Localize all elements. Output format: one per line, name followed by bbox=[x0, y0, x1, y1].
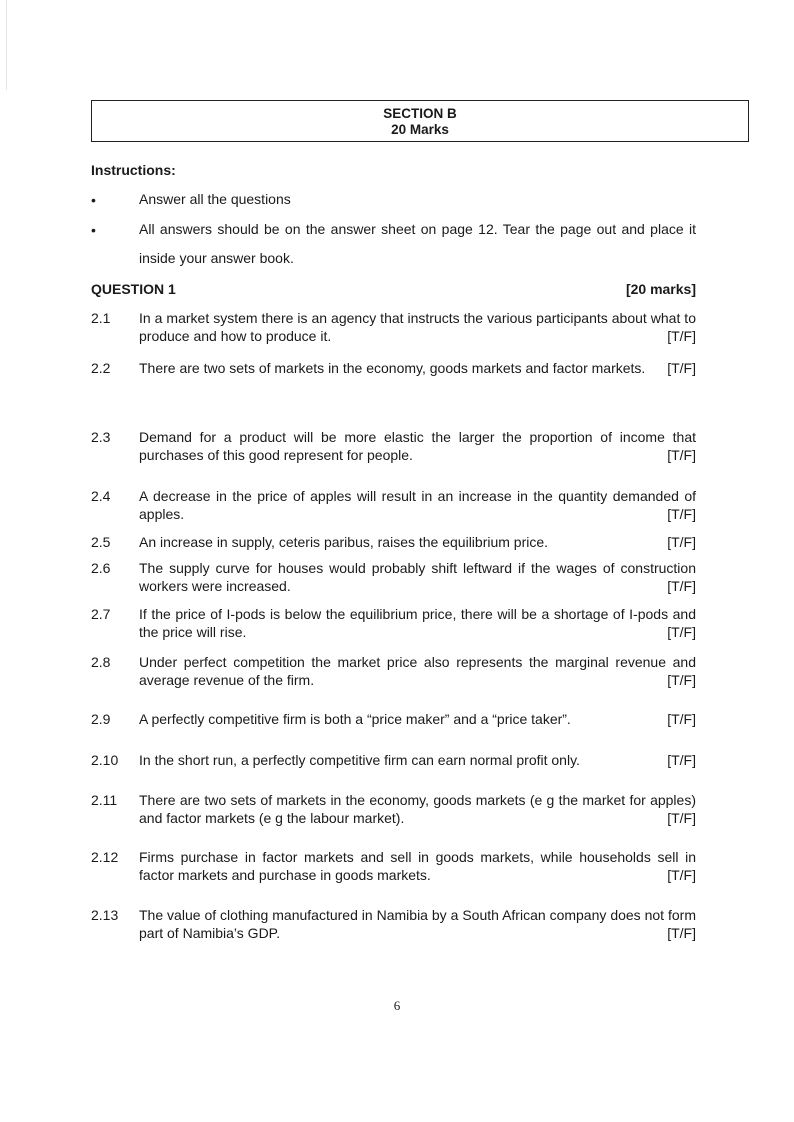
item-number: 2.10 bbox=[91, 752, 119, 768]
item-number: 2.1 bbox=[91, 310, 111, 326]
item-text: A perfectly competitive firm is both a “price maker” and a “price taker”. bbox=[139, 711, 571, 727]
true-false-marker: [T/F] bbox=[667, 578, 696, 594]
item-text: There are two sets of markets in the economy, goods markets and factor markets. bbox=[139, 360, 646, 376]
true-false-marker: [T/F] bbox=[667, 867, 696, 883]
true-false-marker: [T/F] bbox=[667, 360, 696, 376]
bullet-icon: • bbox=[91, 222, 96, 238]
true-false-marker: [T/F] bbox=[667, 624, 696, 640]
item-text: The supply curve for houses would probably shift leftward if the wages of construction workers were increased. bbox=[139, 560, 696, 594]
question-item bbox=[91, 653, 696, 689]
question-marks: [20 marks] bbox=[625, 281, 696, 297]
true-false-marker: [T/F] bbox=[667, 925, 696, 941]
true-false-marker: [T/F] bbox=[667, 328, 696, 344]
true-false-marker: [T/F] bbox=[667, 506, 696, 522]
item-text: In a market system there is an agency that instructs the various participants about what to produce and how to produce it. bbox=[139, 310, 696, 344]
question-item bbox=[91, 791, 696, 827]
instructions-heading: Instructions: bbox=[91, 162, 176, 178]
item-number: 2.7 bbox=[91, 606, 111, 622]
true-false-marker: [T/F] bbox=[667, 711, 696, 727]
section-title: SECTION B bbox=[383, 106, 457, 121]
item-text: In the short run, a perfectly competitive firm can earn normal profit only. bbox=[139, 752, 580, 768]
question-heading bbox=[91, 281, 696, 297]
question-item bbox=[91, 309, 696, 345]
true-false-marker: [T/F] bbox=[667, 447, 696, 463]
item-text: Firms purchase in factor markets and sell in goods markets, while households sell in factor markets and purchase in goods markets. bbox=[139, 849, 696, 883]
scan-margin-mark bbox=[6, 0, 7, 90]
instruction-item: Answer all the questions bbox=[139, 191, 291, 207]
item-number: 2.12 bbox=[91, 849, 119, 865]
item-number: 2.11 bbox=[91, 792, 118, 808]
question-item bbox=[91, 559, 696, 595]
question-item bbox=[91, 906, 696, 942]
question-item bbox=[91, 533, 696, 551]
page-number: 6 bbox=[393, 998, 401, 1013]
instruction-item: All answers should be on the answer sheet on page 12. Tear the page out and place it inside your answer book. bbox=[139, 221, 696, 266]
question-item bbox=[91, 848, 696, 884]
item-number: 2.4 bbox=[91, 488, 111, 504]
item-text: A decrease in the price of apples will result in an increase in the quantity demanded of apples. bbox=[139, 488, 696, 522]
section-marks: 20 Marks bbox=[391, 122, 449, 137]
item-number: 2.8 bbox=[91, 654, 111, 670]
true-false-marker: [T/F] bbox=[667, 810, 696, 826]
question-item bbox=[91, 359, 696, 377]
item-number: 2.3 bbox=[91, 429, 111, 445]
item-text: An increase in supply, ceteris paribus, raises the equilibrium price. bbox=[139, 534, 549, 550]
section-header-box bbox=[91, 100, 749, 142]
question-item bbox=[91, 751, 696, 769]
true-false-marker: [T/F] bbox=[667, 534, 696, 550]
item-number: 2.13 bbox=[91, 907, 119, 923]
item-number: 2.2 bbox=[91, 360, 111, 376]
item-text: The value of clothing manufactured in Namibia by a South African company does not form part of Namibia’s GDP. bbox=[139, 907, 696, 941]
true-false-marker: [T/F] bbox=[667, 752, 696, 768]
item-text: Under perfect competition the market price also represents the marginal revenue and average revenue of the firm. bbox=[139, 654, 696, 688]
item-number: 2.9 bbox=[91, 711, 111, 727]
question-item bbox=[91, 605, 696, 641]
item-text: Demand for a product will be more elastic the larger the proportion of income that purchases of this good represent for people. bbox=[139, 429, 696, 463]
question-item bbox=[91, 487, 696, 523]
question-item bbox=[91, 428, 696, 464]
item-number: 2.6 bbox=[91, 560, 111, 576]
item-text: There are two sets of markets in the economy, goods markets (e g the market for apples) and factor markets (e g the labour market). bbox=[139, 792, 696, 826]
question-title: QUESTION 1 bbox=[91, 281, 176, 297]
item-number: 2.5 bbox=[91, 534, 111, 550]
true-false-marker: [T/F] bbox=[667, 672, 696, 688]
question-item bbox=[91, 710, 696, 728]
bullet-icon: • bbox=[91, 192, 96, 208]
item-text: If the price of I-pods is below the equilibrium price, there will be a shortage of I-pods and the price will rise. bbox=[139, 606, 696, 640]
